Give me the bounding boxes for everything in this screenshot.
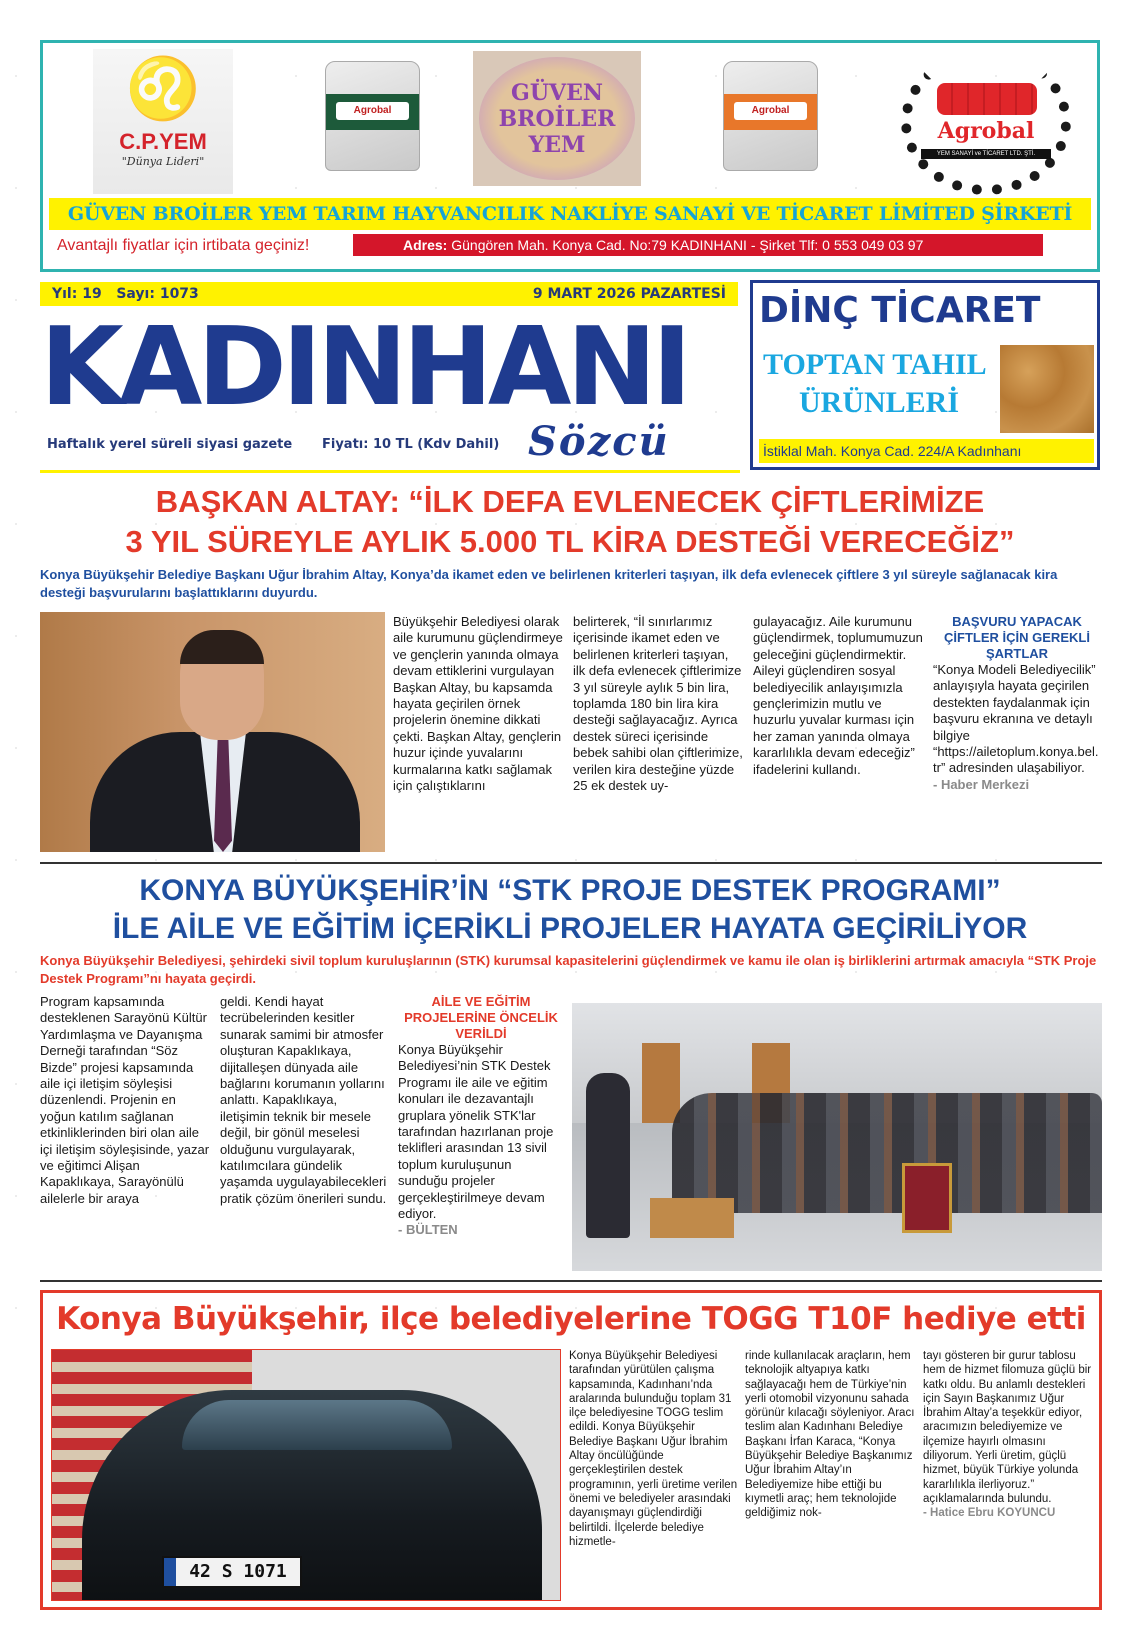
story3-byline: - Hatice Ebru KOYUNCU bbox=[923, 1507, 1056, 1520]
watermark-mark bbox=[15, 1195, 17, 1197]
honeycomb-icon bbox=[937, 83, 1037, 115]
story2-headline bbox=[30, 872, 1110, 948]
ad-call-to-action: Avantajlı fiyatlar için irtibata geçiniz! bbox=[57, 237, 310, 254]
agrobal-name: Agrobal bbox=[937, 118, 1035, 144]
watermark-mark bbox=[15, 187, 17, 189]
watermark-mark bbox=[15, 859, 17, 861]
story3-column-text: tayı gösteren bir gurur tablosu hem de hizmet filomuza güçlü bir katkı oldu. Bu anlamlı destekleri için Sayın Başkanımız Uğur İbrahim Altay’a teşekkür ediyor, aracımızın belediyemize ve ilçemize hayırlı olmasını diliyorum. Yerli üretim, güçlü hizmet, büyük Türkiye yolunda kararlılıkla ilerliyoruz.” açıklamalarında bulundu. bbox=[923, 1350, 1092, 1505]
issue-date: 9 MART 2026 PAZARTESİ bbox=[532, 286, 726, 302]
ad-address-bar bbox=[353, 234, 1043, 256]
story3-headline: Konya Büyükşehir, ilçe belediyelerine TOGG T10F hediye etti bbox=[56, 1301, 1086, 1337]
watermark-mark bbox=[15, 1083, 17, 1085]
newspaper-title: KADINHANI bbox=[40, 318, 688, 418]
story1-lead: Konya Büyükşehir Belediye Başkanı Uğur İbrahim Altay, Konya’da ikamet eden ve belirlenen kriterleri taşıyan, ilk defa evlenecek çiftlere 3 yıl süreyle sağlanacak kira desteği başvurularını başlattıklarını duyurdu. bbox=[40, 567, 1058, 600]
watermark-mark bbox=[15, 75, 17, 77]
story1-headline bbox=[30, 482, 1110, 562]
dinc-ticaret-advertisement bbox=[750, 280, 1100, 470]
newspaper-price: Fiyatı: 10 TL (Kdv Dahil) bbox=[322, 437, 500, 452]
guven-broiler-logo bbox=[473, 51, 641, 186]
watermark-mark bbox=[15, 635, 17, 637]
dinc-ticaret-name: DİNÇ TİCARET bbox=[759, 290, 1041, 331]
dinc-product-line: TOPTAN TAHIL bbox=[763, 348, 987, 381]
guven-logo-line: BROİLER bbox=[498, 105, 616, 132]
issue-info-bar bbox=[40, 282, 738, 306]
watermark-mark bbox=[295, 859, 297, 861]
license-plate-text: 42 S 1071 bbox=[189, 1561, 287, 1582]
story1-subhead: BAŞVURU YAPACAK ÇİFTLER İÇİN GEREKLİ ŞARTLAR bbox=[944, 614, 1090, 661]
story1-column: gulayacağız. Aile kurumunu güçlendirmek, toplumumuzun geleceğini güçlendirmektir. Aileyi güçlendiren sosyal belediyecilik anlayışımızla gençlerimizin mutlu ve huzurlu yuvalar kurması için her zaman yanında olmaya kararlılıkla devam edeceğiz” ifadelerini kullandı. bbox=[753, 614, 923, 777]
license-plate bbox=[162, 1556, 302, 1588]
feed-sack-green-image bbox=[325, 61, 420, 171]
watermark-mark bbox=[855, 859, 857, 861]
story1-column bbox=[933, 614, 1101, 793]
agrobal-logo bbox=[901, 49, 1071, 195]
watermark-mark bbox=[15, 411, 17, 413]
ad-address-label: Adres: bbox=[403, 237, 448, 253]
story2-subhead: AİLE VE EĞİTİM PROJELERİNE ÖNCELİK VERİLDİ bbox=[404, 994, 558, 1041]
story1-headline-line: 3 YIL SÜREYLE AYLIK 5.000 TL KİRA DESTEĞİ VERECEĞİZ” bbox=[125, 524, 1015, 559]
newspaper-subtitle: Sözcü bbox=[528, 418, 670, 465]
story2-column bbox=[398, 994, 564, 1239]
story2-byline: - BÜLTEN bbox=[398, 1222, 458, 1238]
watermark-mark bbox=[575, 859, 577, 861]
watermark-mark bbox=[15, 299, 17, 301]
dinc-product-line: ÜRÜNLERİ bbox=[799, 386, 960, 419]
guven-logo-line: YEM bbox=[528, 131, 586, 158]
story3-photo-togg-car bbox=[51, 1349, 561, 1601]
cp-yem-brand: C.P.YEM bbox=[119, 129, 207, 154]
top-advertisement bbox=[40, 40, 1100, 272]
watermark-mark bbox=[435, 859, 437, 861]
story1-headline-line: BAŞKAN ALTAY: “İLK DEFA EVLENECEK ÇİFTLERİMİZE bbox=[155, 484, 985, 519]
story3-box bbox=[40, 1290, 1102, 1610]
ad-address-text: Güngören Mah. Konya Cad. No:79 KADINHANI - Şirket Tlf: 0 553 049 03 97 bbox=[447, 237, 924, 253]
watermark-mark bbox=[15, 971, 17, 973]
watermark-mark bbox=[715, 859, 717, 861]
lion-icon: ♌ bbox=[125, 55, 201, 122]
story3-column bbox=[923, 1349, 1095, 1521]
dinc-address: İstiklal Mah. Konya Cad. 224/A Kadınhanı bbox=[759, 439, 1094, 463]
story3-column: Konya Büyükşehir Belediyesi tarafından yürütülen çalışma kapsamında, Kadınhanı’nda aralarında bulunduğu toplam 31 ilçe belediyesine TOGG teslim edildi. Konya Büyükşehir Belediye Başkanı Uğur İbrahim Altay öncülüğünde gerçekleştirilen destek programının, yerli üretime verilen önemi ve belediyeler arasındaki dayanışmayı güçlendirdiği belirtildi. İlçelerde belediye hizmetle- bbox=[569, 1350, 738, 1548]
issue-year: Yıl: 19 bbox=[52, 286, 102, 302]
watermark-mark bbox=[15, 523, 17, 525]
story2-headline-line: KONYA BÜYÜKŞEHİR’İN “STK PROJE DESTEK PROGRAMI” bbox=[139, 874, 1001, 907]
story2-headline-line: İLE AİLE VE EĞİTİM İÇERİKLİ PROJELER HAYATA GEÇİRİLİYOR bbox=[112, 912, 1028, 945]
story1-byline: - Haber Merkezi bbox=[933, 776, 1030, 792]
grain-image bbox=[1000, 345, 1094, 433]
section-divider bbox=[40, 862, 1102, 864]
ad-company-name: GÜVEN BROİLER YEM TARIM HAYVANCILIK NAKLİYE SANAYİ VE TİCARET LİMİTED ŞİRKETİ bbox=[49, 198, 1091, 230]
sack-label: Agrobal bbox=[734, 102, 807, 120]
story1-column-text: “Konya Modeli Belediyecilik” anlayışıyla hayata geçirilen destekten faydalanmak için başvuru ekranına ve detaylı bilgiye “https://ailetoplum.konya.bel.tr” adresinden ulaşabiliyor. bbox=[933, 662, 1099, 776]
watermark-mark bbox=[155, 859, 157, 861]
feed-sack-orange-image bbox=[723, 61, 818, 171]
story2-column: geldi. Kendi hayat tecrübelerinden kesitler sunarak samimi bir atmosfer oluşturan Kapaklıkaya, dijitalleşen dünyada aile bağlarını korumanın yollarını anlattı. Kapaklıkaya, iletişimin teknik bir mesele değil, bir gönül meselesi olduğunu vurgulayarak, katılımcılara gündelik yaşamda uygulayabilecekleri pratik çözüm önerileri sundu. bbox=[220, 994, 387, 1206]
section-divider bbox=[40, 1280, 1102, 1282]
guven-logo-line: GÜVEN bbox=[511, 79, 603, 106]
watermark-mark bbox=[15, 747, 17, 749]
cp-yem-logo bbox=[93, 49, 233, 194]
story2-column-text: Konya Büyükşehir Belediyesi’nin STK Destek Programı ile aile ve eğitim konuları ile dezavantajlı gruplara yönelik STK'lar tarafından hazırlanan proje teklifleri arasından 13 sivil toplum kuruluşunun sunduğu projeler gerçekleştirilmeye devam ediyor. bbox=[398, 1042, 554, 1222]
story2-column: Program kapsamında desteklenen Sarayönü Kültür Yardımlaşma ve Dayanışma Derneği tarafından “Söz Bizde” projesi kapsamında aile içi iletişim söyleşisi düzenlendi. Projenin en yoğun katılım sağlanan etkinliklerinden biri olan aile içi iletişim söyleşisinde, yazar ve eğitimci Alişan Kapaklıkaya, Sarayönülü ailelerle bir araya bbox=[40, 994, 210, 1206]
issue-number: Sayı: 1073 bbox=[116, 286, 199, 302]
newspaper-tagline: Haftalık yerel süreli siyasi gazete bbox=[47, 437, 293, 452]
watermark-mark bbox=[995, 859, 997, 861]
story2-photo-audience bbox=[572, 1003, 1102, 1271]
agrobal-subtitle: YEM SANAYİ ve TİCARET LTD. ŞTİ. bbox=[921, 149, 1051, 159]
cp-yem-slogan: "Dünya Lideri" bbox=[121, 155, 205, 168]
story2-lead: Konya Büyükşehir Belediyesi, şehirdeki sivil toplum kuruluşlarının (STK) kurumsal kapasitelerini güçlendirmek ve kamu ile olan iş birliklerini artırmak amacıyla “STK Proje Destek Programı”nı hayata geçirdi. bbox=[40, 953, 1097, 986]
masthead-divider bbox=[40, 470, 740, 473]
story3-column: rinde kullanılacak araçların, hem teknolojik altyapıya katkı sağlayacağı hem de Türkiye’nin yerli otomobil vizyonunu sahada görünür kılacağı söyleniyor. Aracı teslim alan Kadınhanı Belediye Başkanı İrfan Karaca, “Konya Büyükşehir Belediye Başkanımız Uğur İbrahim Altay’ın Belediyemize hibe ettiği bu kıymetli araç; hem teknolojide geldiğimiz nok- bbox=[745, 1350, 915, 1520]
sack-label: Agrobal bbox=[336, 102, 409, 120]
watermark-mark bbox=[15, 1307, 17, 1309]
story1-column: Büyükşehir Belediyesi olarak aile kurumunu güçlendirmeye ve gençlerin yanında olmaya devam ettiklerini vurgulayan Başkan Altay, bu kapsamda hayata geçirilen örnek projelerin önemine dikkati çekti. Başkan Altay, gençlerin huzur içinde yuvalarını kurmalarına katkı sağlamak için çalıştıklarını bbox=[393, 614, 563, 794]
story1-column: belirterek, “İl sınırlarımız içerisinde ikamet eden ve belirlenen kriterleri taşıyan, ilk defa evlenecek çiftlerimize 3 yıl süreyle aylık 5 bin lira, toplamda 180 bin lira kira desteği sağlayacağız. Ayrıca destek süreci içerisinde bebek sahibi olan çiftlerimize, verilen kira desteğine yüzde 25 ek destek uy- bbox=[573, 614, 743, 794]
story1-photo-mayor-portrait bbox=[40, 612, 385, 852]
